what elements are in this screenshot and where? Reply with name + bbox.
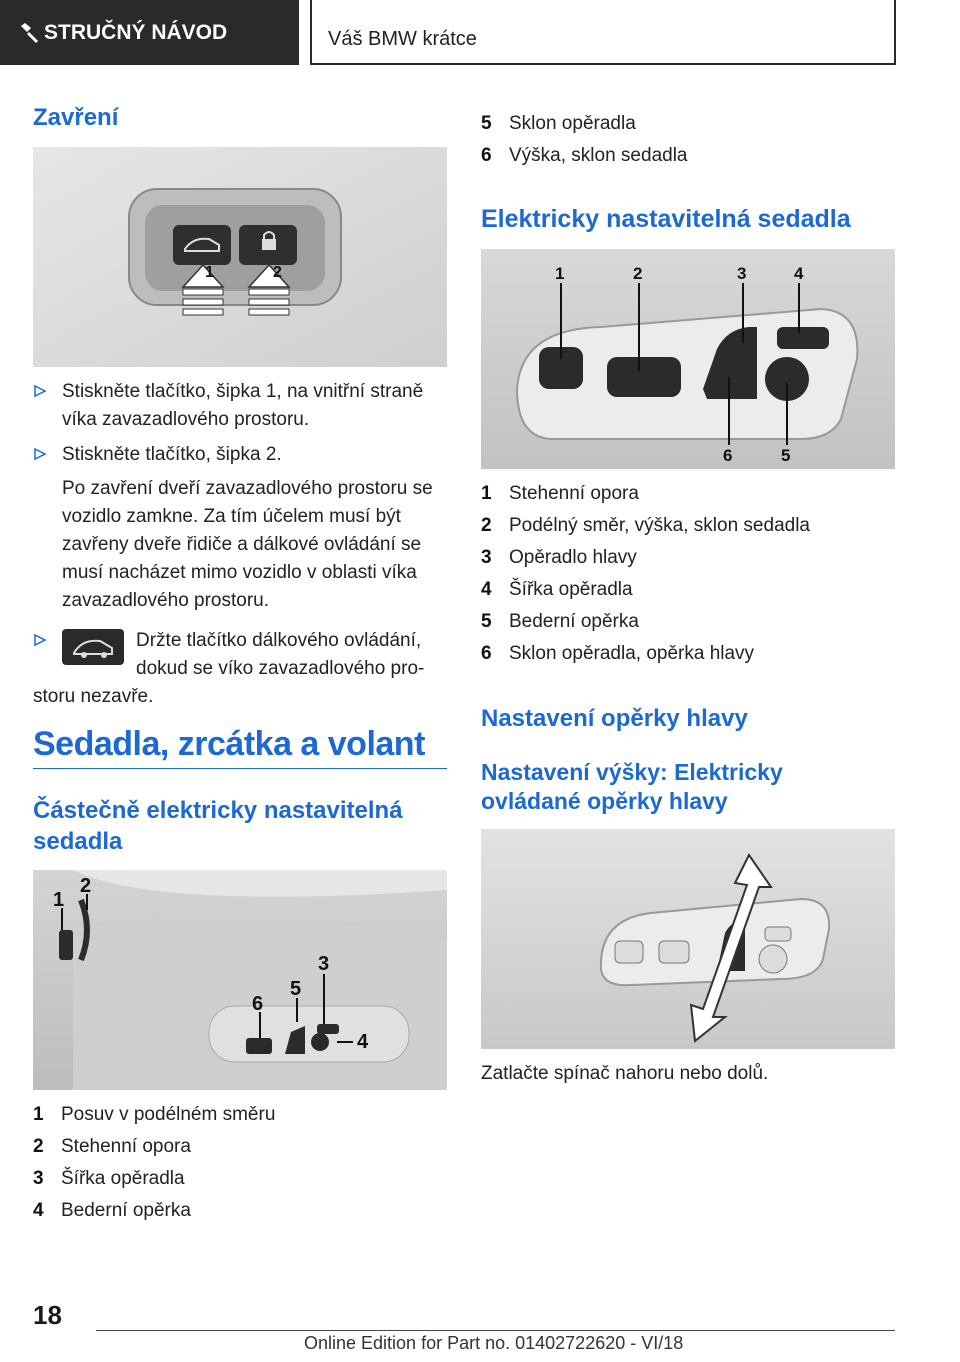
triangle-bullet-icon bbox=[33, 633, 47, 647]
list-item bbox=[33, 1195, 447, 1227]
list-item bbox=[481, 638, 895, 670]
figure-label-6: 6 bbox=[252, 993, 264, 1015]
item-number: 3 bbox=[33, 1168, 44, 1189]
partial-seats-title bbox=[33, 795, 447, 857]
headrest-figure bbox=[481, 829, 895, 1049]
figure-label-4: 4 bbox=[357, 1031, 369, 1053]
item-label: Opěradlo hlavy bbox=[509, 547, 637, 568]
item-number: 2 bbox=[33, 1136, 44, 1157]
closing-step-1-text: Stiskněte tlačítko, šipka 1, na vnitřní straně víka zavazadlového prostoru. bbox=[62, 381, 424, 430]
header-tab-label: STRUČNÝ NÁVOD bbox=[44, 20, 228, 44]
item-number: 5 bbox=[481, 113, 492, 134]
item-label: Podélný směr, výška, sklon sedadla bbox=[509, 515, 810, 536]
item-label: Sklon opěradla bbox=[509, 113, 636, 134]
item-label: Stehenní opora bbox=[509, 483, 639, 504]
list-item bbox=[481, 606, 895, 638]
list-item bbox=[481, 542, 895, 574]
figure-label-2: 2 bbox=[273, 264, 282, 281]
figure-label-1: 1 bbox=[555, 264, 565, 283]
closing-title: Zavření bbox=[33, 104, 119, 131]
closing-step-2-text: Stiskněte tlačítko, šipka 2. bbox=[62, 444, 282, 465]
list-item bbox=[33, 1099, 447, 1131]
partial-seats-list-continued bbox=[481, 108, 895, 172]
item-number: 6 bbox=[481, 643, 492, 664]
item-label: Posuv v podélném směru bbox=[61, 1104, 276, 1125]
list-item bbox=[481, 108, 895, 140]
footer-divider bbox=[96, 1330, 895, 1331]
list-item bbox=[33, 1163, 447, 1195]
header-tab[interactable] bbox=[0, 0, 299, 65]
item-number: 1 bbox=[481, 483, 492, 504]
item-label: Šířka opěradla bbox=[509, 579, 633, 600]
headrest-subtitle bbox=[481, 758, 895, 816]
partial-seats-title-line-1: Částečně elektricky nastavitelná bbox=[33, 797, 403, 824]
trunk-buttons-figure bbox=[33, 147, 447, 367]
closing-step-1 bbox=[33, 378, 447, 434]
figure-label-2: 2 bbox=[633, 264, 643, 283]
list-item bbox=[481, 574, 895, 606]
item-number: 4 bbox=[481, 579, 492, 600]
item-number: 2 bbox=[481, 515, 492, 536]
triangle-bullet-icon bbox=[33, 447, 47, 461]
partial-seats-list bbox=[33, 1099, 447, 1227]
electric-seats-title: Elektricky nastavitelná sedadla bbox=[481, 205, 851, 233]
figure-label-5: 5 bbox=[290, 978, 302, 1000]
wrench-icon bbox=[18, 22, 40, 44]
item-label: Výška, sklon sedadla bbox=[509, 145, 688, 166]
item-number: 5 bbox=[481, 611, 492, 632]
closing-steps bbox=[33, 378, 447, 718]
closing-step-3-line-1: Držte tlačítko dálkového ovládání, bbox=[136, 630, 422, 651]
item-number: 4 bbox=[33, 1200, 44, 1221]
electric-seats-list bbox=[481, 478, 895, 670]
section-header bbox=[310, 0, 896, 65]
chapter-rule bbox=[33, 768, 447, 769]
chapter-title: Sedadla, zrcátka a volant bbox=[33, 725, 425, 763]
item-label: Bederní opěrka bbox=[509, 611, 639, 632]
closing-step-3-line-3: storu nezavře. bbox=[33, 686, 154, 707]
item-label: Bederní opěrka bbox=[61, 1200, 191, 1221]
item-label: Sklon opěradla, opěrka hlavy bbox=[509, 643, 755, 664]
electric-seat-figure bbox=[481, 249, 895, 469]
partial-seat-figure bbox=[33, 870, 447, 1090]
item-number: 6 bbox=[481, 145, 492, 166]
figure-label-6: 6 bbox=[723, 446, 733, 465]
item-label: Stehenní opora bbox=[61, 1136, 191, 1157]
item-label: Šířka opěradla bbox=[61, 1168, 185, 1189]
headrest-title: Nastavení opěrky hlavy bbox=[481, 705, 748, 732]
list-item bbox=[481, 510, 895, 542]
headrest-subtitle-line-1: Nastavení výšky: Elektricky bbox=[481, 759, 783, 785]
partial-seats-title-line-2: sedadla bbox=[33, 828, 123, 855]
list-item bbox=[481, 478, 895, 510]
remote-trunk-button-icon bbox=[62, 629, 124, 665]
headrest-subtitle-line-2: ovládané opěrky hlavy bbox=[481, 788, 728, 814]
page-number: 18 bbox=[33, 1300, 62, 1330]
figure-label-4: 4 bbox=[794, 264, 804, 283]
figure-label-1: 1 bbox=[53, 889, 65, 911]
figure-label-3: 3 bbox=[737, 264, 747, 283]
triangle-bullet-icon bbox=[33, 384, 47, 398]
closing-step-2 bbox=[33, 441, 447, 615]
figure-label-3: 3 bbox=[318, 953, 330, 975]
footer-edition: Online Edition for Part no. 01402722620 - VI/18 bbox=[304, 1333, 684, 1353]
closing-step-3-line-2: dokud se víko zavazadlového pro- bbox=[136, 658, 425, 679]
section-title: Váš BMW krátce bbox=[328, 28, 477, 50]
item-number: 1 bbox=[33, 1104, 44, 1125]
closing-step-3 bbox=[33, 627, 447, 711]
list-item bbox=[33, 1131, 447, 1163]
item-number: 3 bbox=[481, 547, 492, 568]
closing-step-2-note: Po zavření dveří zavazadlového prostoru se vozidlo zamkne. Za tím účelem musí být zavřeny dveře řidiče a dálkové ovládání se musí nacházet mimo vozidlo v oblasti víka zavazadlového prostoru. bbox=[62, 478, 433, 611]
figure-label-5: 5 bbox=[781, 446, 791, 465]
figure-label-1: 1 bbox=[205, 264, 214, 281]
headrest-caption: Zatlačte spínač nahoru nebo dolů. bbox=[481, 1063, 769, 1084]
figure-label-2: 2 bbox=[80, 875, 92, 897]
list-item bbox=[481, 140, 895, 172]
